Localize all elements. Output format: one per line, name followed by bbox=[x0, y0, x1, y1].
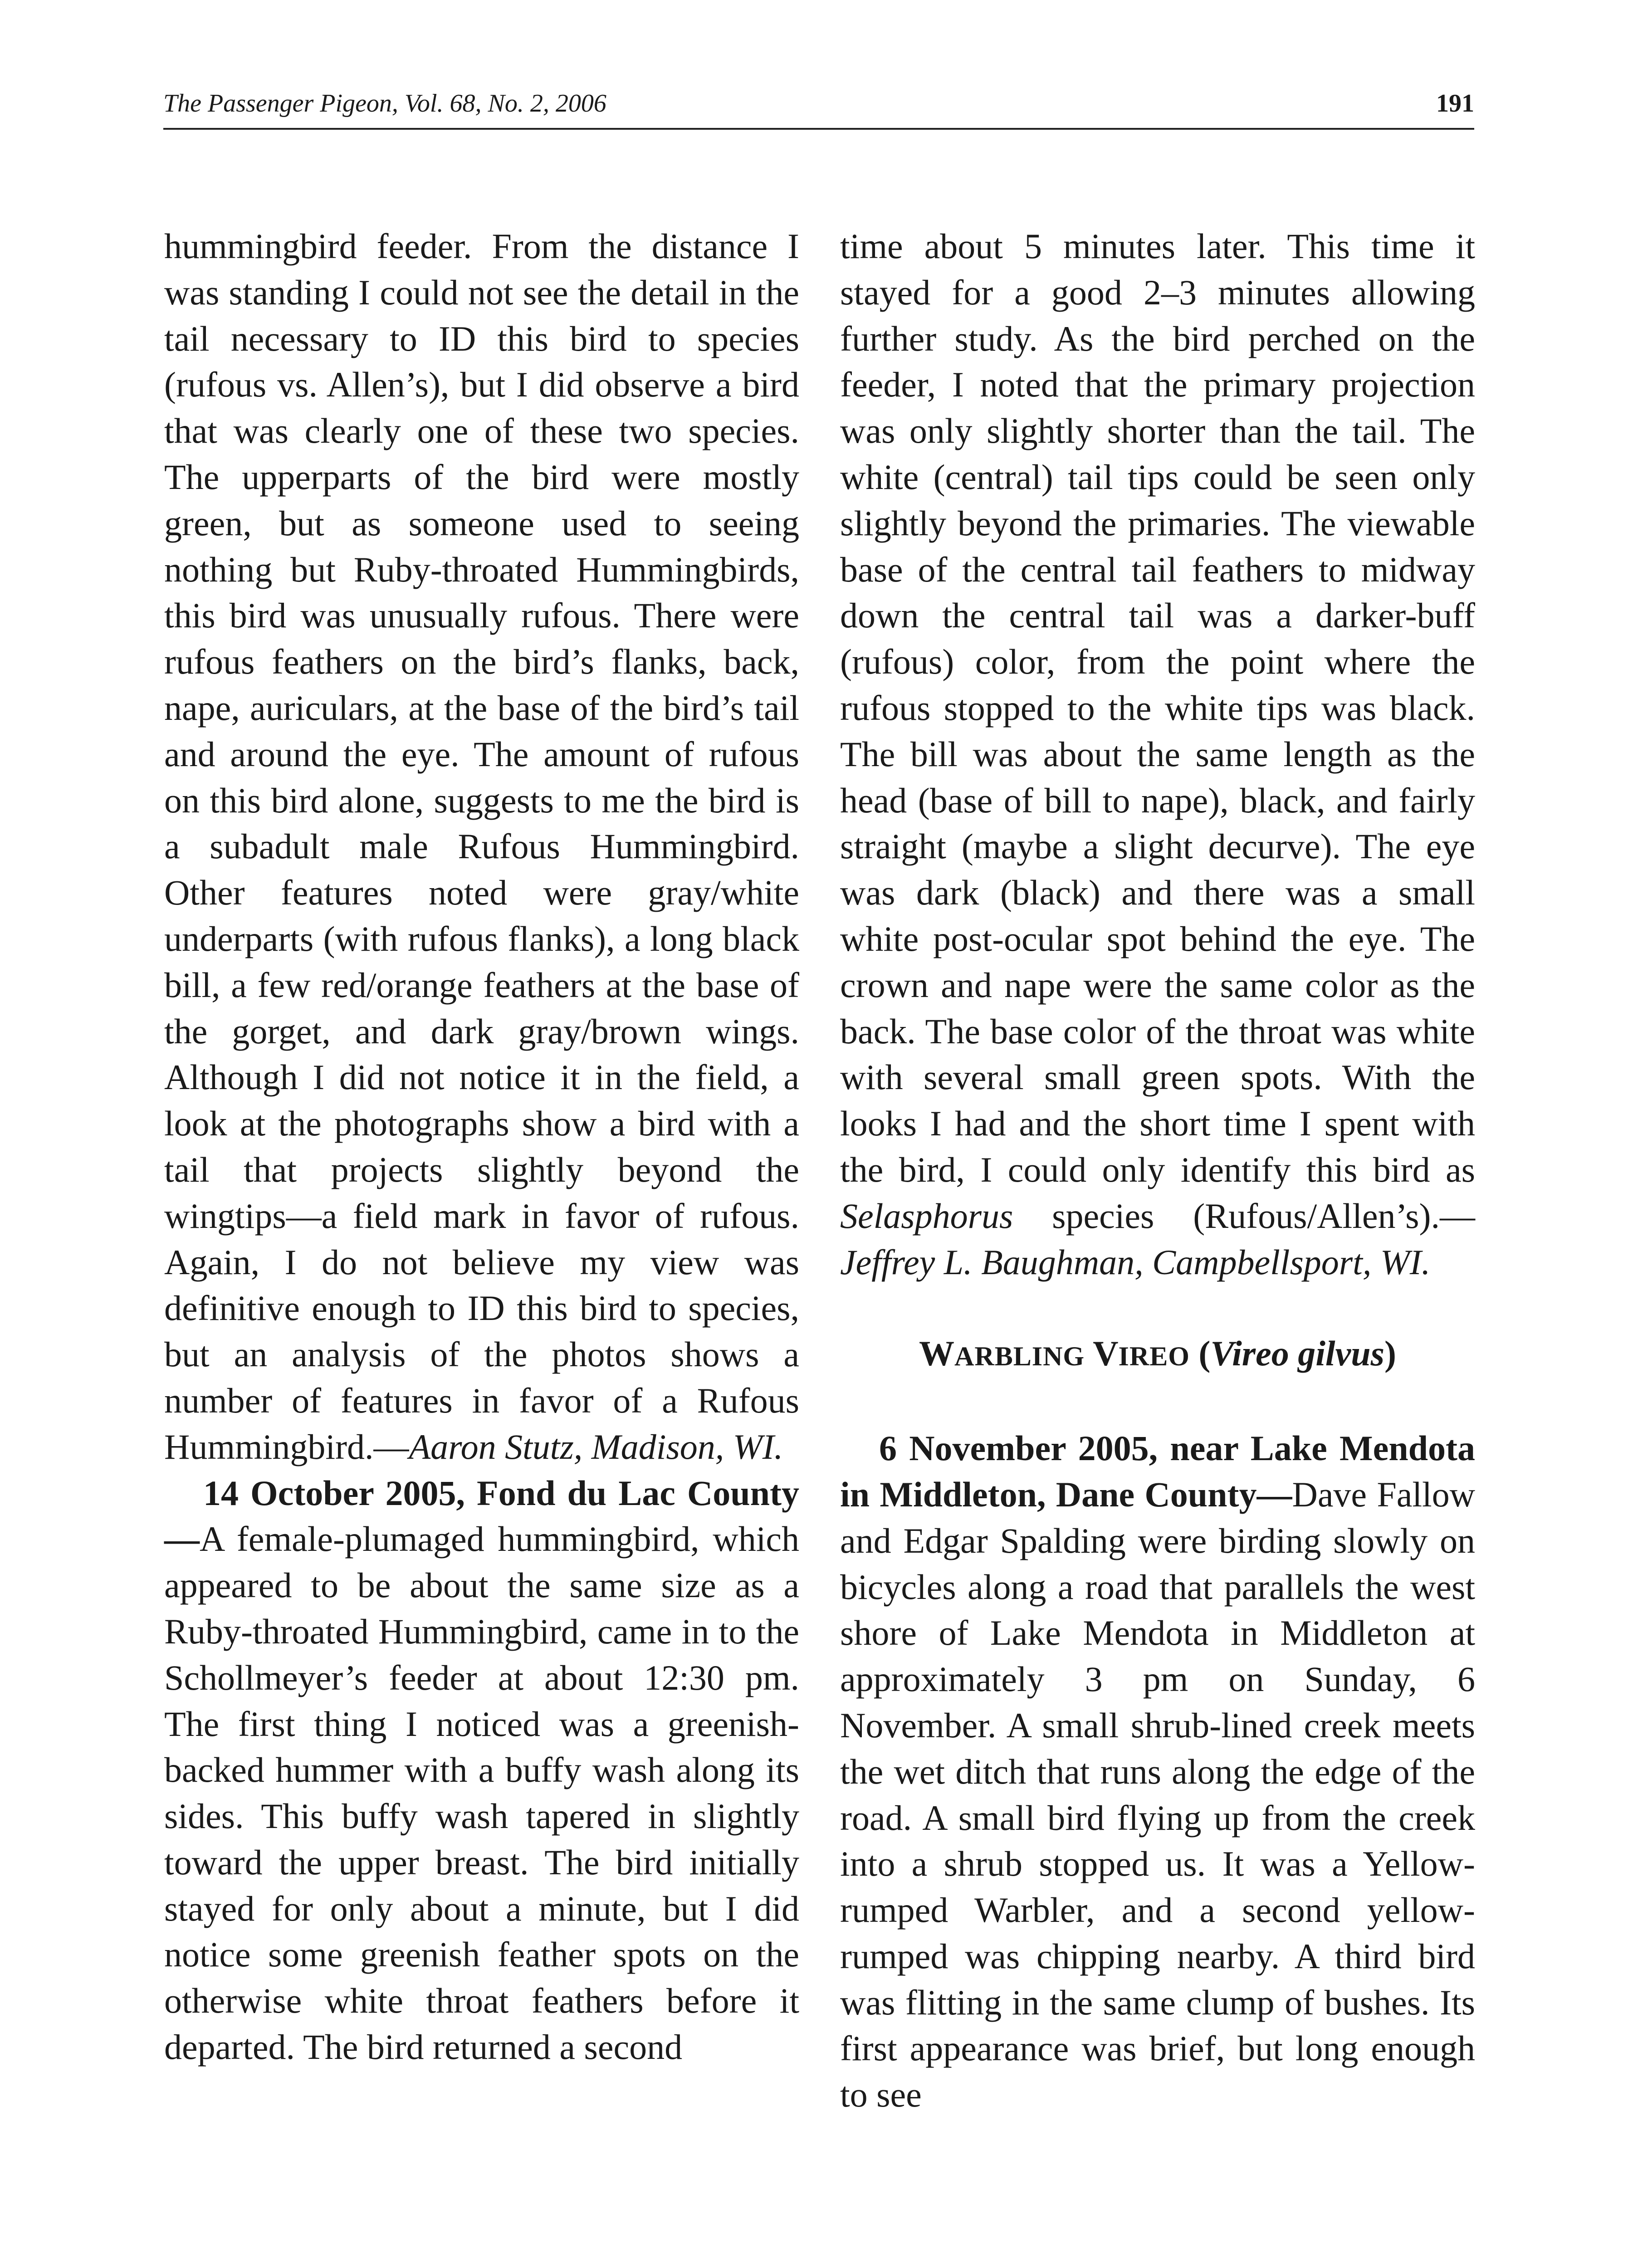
running-head bbox=[163, 87, 1474, 131]
left-column bbox=[164, 223, 799, 2070]
paragraph-text: A female-plumaged hummingbird, which appeared to be about the same size as a Ruby-throated Hummingbird, came in to the Schollmeyer’s feeder at about 12:30 pm. The first thing I noticed was a greenish-backed hummer with a buffy wash along its sides. This buffy wash tapered in slightly toward the upper breast. The bird initially stayed for only about a minute, but I did notice some greenish feather spots on the otherwise white throat feathers before it departed. The bird returned a second bbox=[164, 1519, 799, 2067]
fond-du-lac-record-paragraph bbox=[164, 1470, 799, 2070]
journal-citation: The Passenger Pigeon, Vol. 68, No. 2, 2006 bbox=[163, 89, 606, 117]
fond-du-lac-record-continued-paragraph bbox=[840, 223, 1475, 1285]
observer-signature: Jeffrey L. Baughman, Campbellsport, WI. bbox=[840, 1242, 1431, 1282]
paragraph-text-tail: species (Rufous/Allen’s).— bbox=[1013, 1196, 1475, 1236]
record-date-location: 14 October 2005, Fond du Lac County— bbox=[164, 1473, 799, 1559]
page-number: 191 bbox=[1436, 89, 1474, 117]
genus-name: Selasphorus bbox=[840, 1196, 1013, 1236]
paragraph-text: time about 5 minutes later. This time it stayed for a good 2–3 minutes allowing further study. As the bird perched on the feeder, I noted that the primary projection was only slightly shorter than the tail. The white (central) tail tips could be seen only slightly beyond the primaries. The viewable base of the central tail feathers to midway down the central tail was a darker-buff (rufous) color, from the point where the rufous stopped to the white tips was black. The bill was about the same length as the head (base of bill to nape), black, and fairly straight (maybe a slight decurve). The eye was dark (black) and there was a small white post-ocular spot behind the eye. The crown and nape were the same color as the back. The base color of the throat was white with several small green spots. With the looks I had and the short time I spent with the bird, I could only identify this bird as bbox=[840, 226, 1475, 1189]
right-column bbox=[840, 223, 1475, 2118]
paragraph-text: hummingbird feeder. From the distance I was standing I could not see the detail in the tail necessary to ID this bird to species (rufous vs. Allen’s), but I did observe a bird that was clearly one of these two species. The upperparts of the bird were mostly green, but as someone used to seeing nothing but Ruby-throated Hummingbirds, this bird was unusually rufous. There were rufous feathers on the bird’s flanks, back, nape, auriculars, at the base of the bird’s tail and around the eye. The amount of rufous on this bird alone, suggests to me the bird is a subadult male Rufous Hummingbird. Other features noted were gray/white underparts (with rufous flanks), a long black bill, a few red/orange feathers at the base of the gorget, and dark gray/brown wings. Although I did not notice it in the field, a look at the photographs show a bird with a tail that projects slightly beyond the wingtips—a field mark in favor of rufous. Again, I do not believe my view was definitive enough to ID this bird to species, but an analysis of the photos shows a number of features in favor of a Rufous Hummingbird.— bbox=[164, 226, 799, 1466]
paragraph-text: Dave Fallow and Edgar Spalding were birding slowly on bicycles along a road that parallels the west shore of Lake Mendota in Middleton at approximately 3 pm on Sunday, 6 November. A small shrub-lined creek meets the wet ditch that runs along the edge of the road. A small bird flying up from the creek into a shrub stopped us. It was a Yellow-rumped Warbler, and a second yellow-rumped was chipping nearby. A third bird was flitting in the same clump of bushes. Its first appearance was brief, but long enough to see bbox=[840, 1474, 1476, 2115]
lake-mendota-record-paragraph bbox=[840, 1425, 1475, 2118]
species-heading-warbling-vireo: WARBLING VIREO (Vireo gilvus) bbox=[919, 1334, 1396, 1374]
scientific-name: Vireo gilvus bbox=[1210, 1334, 1384, 1374]
header-rule bbox=[163, 128, 1474, 130]
rufous-hummingbird-continued-paragraph bbox=[164, 223, 799, 1470]
observer-signature: Aaron Stutz, Madison, WI. bbox=[409, 1427, 783, 1466]
record-date-location: 6 November 2005, near Lake Mendota in Middleton, Dane County— bbox=[840, 1428, 1475, 1514]
